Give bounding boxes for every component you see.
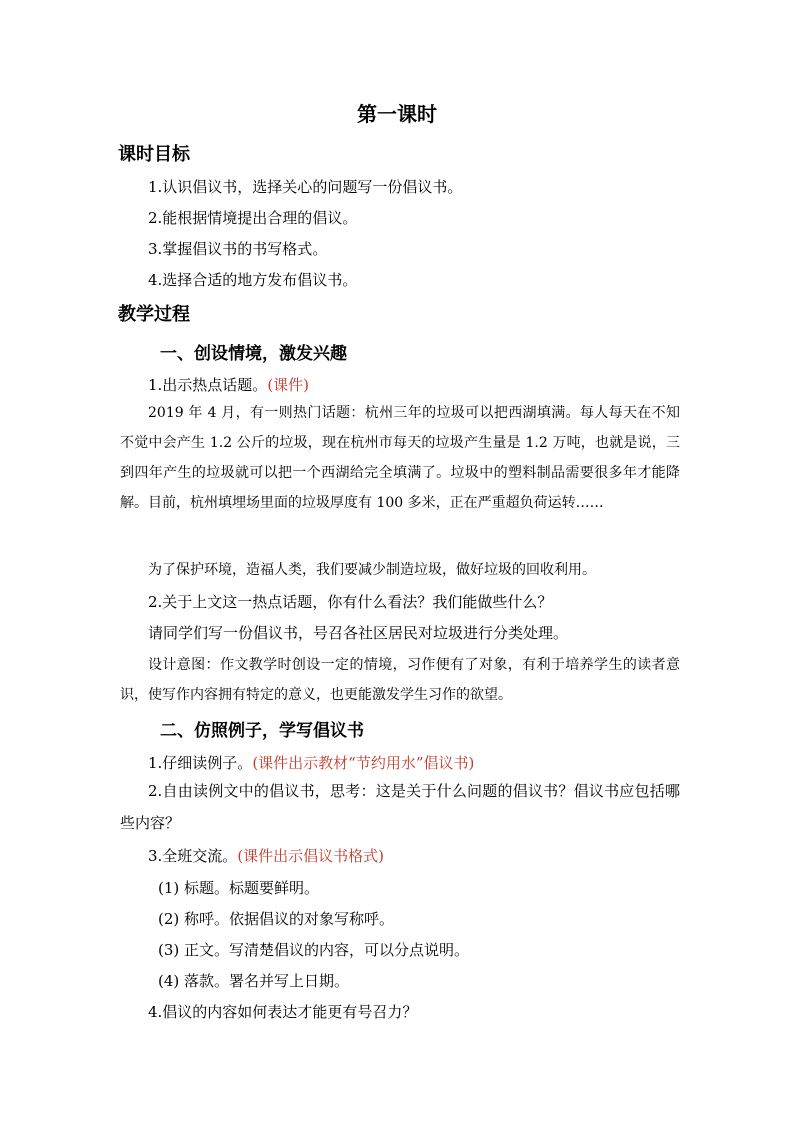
courseware-note: (课件出示教材“节约用水”倡议书)	[252, 754, 475, 772]
section2-step2: 2.自由读例文中的倡议书，思考：这是关于什么问题的倡议书？倡议书应包括哪些内容？	[120, 782, 680, 832]
step-text: 3.全班交流。	[148, 847, 238, 865]
courseware-note: (课件)	[267, 376, 310, 394]
step-text: 1.仔细读例子。	[148, 754, 253, 772]
goals-heading: 课时目标	[118, 144, 190, 165]
goal-item-2: 2.能根据情境提出合理的倡议。	[148, 209, 358, 227]
section1-heading: 一、创设情境，激发兴趣	[160, 344, 347, 364]
section2-step3	[148, 845, 384, 866]
step-text: 1.出示热点话题。	[148, 376, 268, 394]
section1-step3: 请同学们写一份倡议书，号召各社区居民对垃圾进行分类处理。	[148, 624, 569, 642]
goal-item-3: 3.掌握倡议书的书写格式。	[148, 240, 328, 258]
section1-step1	[148, 374, 309, 395]
page-title: 第一课时	[357, 102, 437, 126]
section2-step1	[148, 752, 474, 773]
process-heading: 教学过程	[118, 304, 190, 325]
goal-item-1: 1.认识倡议书，选择关心的问题写一份倡议书。	[148, 178, 463, 196]
section2-step4: 4.倡议的内容如何表达才能更有号召力？	[148, 1003, 418, 1021]
section2-heading: 二、仿照例子，学写倡议书	[160, 721, 364, 741]
design-intent: 设计意图：作文教学时创设一定的情境，习作便有了对象，有利于培养学生的读者意识，使写作内容拥有特定的意义，也更能激发学生习作的欲望。	[120, 657, 680, 703]
hot-topic-passage-2: 为了保护环境，造福人类，我们要减少制造垃圾，做好垃圾的回收利用。	[148, 562, 596, 578]
format-item-2: (2) 称呼。依据倡议的对象写称呼。	[158, 910, 395, 928]
format-item-3: (3) 正文。写清楚倡议的内容，可以分点说明。	[158, 941, 470, 959]
hot-topic-passage: 2019 年 4 月，有一则热门话题：杭州三年的垃圾可以把西湖填满。每人每天在不知不觉中会产生 1.2 公斤的垃圾，现在杭州市每天的垃圾产生量是 1.2 万吨，也就是说，三到四年产生的垃圾就可以把一个西湖给完全填满了。垃圾中的塑料制品需要很多年才能降解。目前，杭州填埋场里面的垃圾厚度有 100 多米，正在严重超负荷运转……	[120, 405, 680, 511]
goal-item-4: 4.选择合适的地方发布倡议书。	[148, 271, 358, 289]
section1-step2: 2.关于上文这一热点话题，你有什么看法？我们能做些什么？	[148, 593, 553, 611]
courseware-note: (课件出示倡议书格式)	[237, 847, 385, 865]
format-item-4: (4) 落款。署名并写上日期。	[158, 972, 350, 990]
format-item-1: (1) 标题。标题要鲜明。	[158, 879, 320, 897]
